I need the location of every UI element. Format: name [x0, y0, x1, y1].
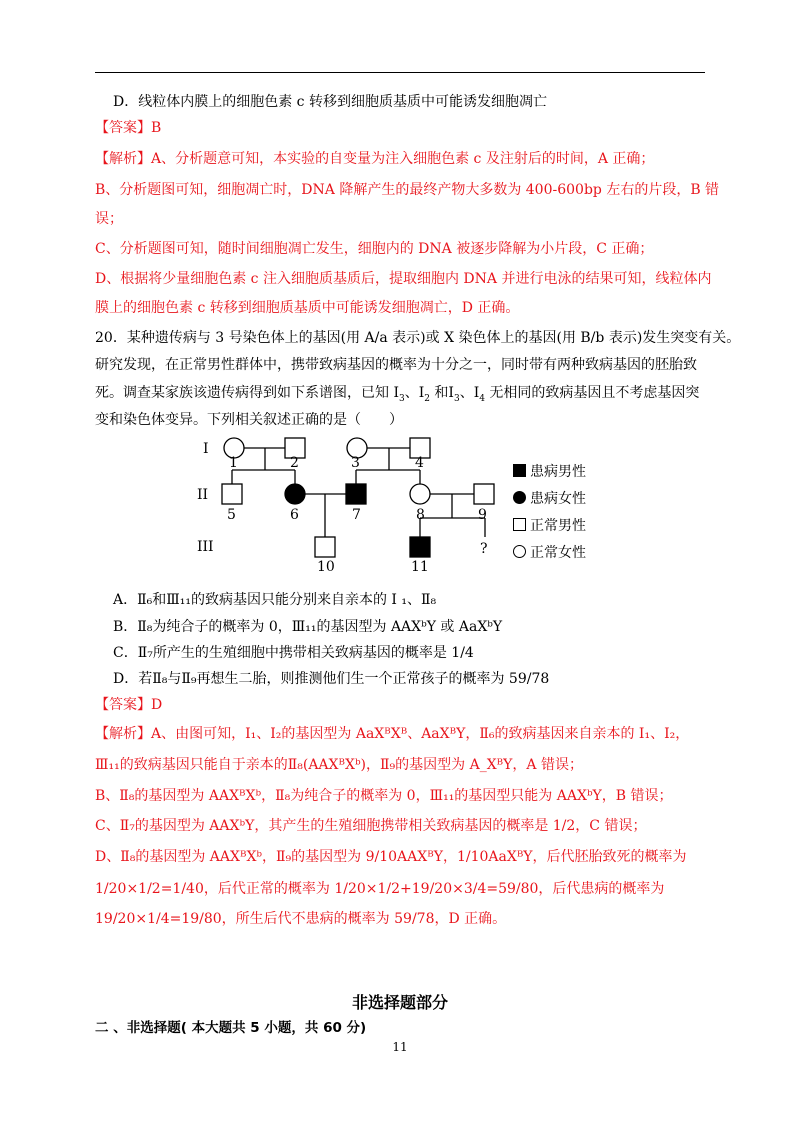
q20-option-c: C．Ⅱ₇所产生的生殖细胞中携带相关致病基因的概率是 1/4: [113, 645, 474, 661]
analysis-text: A、由图可知，I₁、I₂的基因型为 AaXᴮXᴮ、AaXᴮY，Ⅱ₆的致病基因来自亲本的 I₁、I₂，: [151, 726, 690, 742]
number-label-9: 9: [478, 507, 487, 523]
legend-label: 患病男性: [530, 463, 586, 480]
answer-value: D: [151, 697, 163, 713]
number-label-8: 8: [416, 507, 425, 523]
number-label-11: 11: [411, 559, 429, 575]
q20-analysis-line5: D、Ⅱ₈的基因型为 AAXᴮXᵇ，Ⅱ₉的基因型为 9/10AAXᴮY，1/10AaXᴮY，后代胚胎致死的概率为: [95, 849, 687, 865]
q20-analysis-line3: B、Ⅱ₈的基因型为 AAXᴮXᵇ，Ⅱ₈为纯合子的概率为 0，Ⅲ₁₁的基因型只能为 AAXᵇY，B 错误；: [95, 788, 673, 804]
legend-label: 正常男性: [530, 517, 586, 534]
answer-label: 【答案】: [95, 697, 151, 713]
generation-label-II: II: [197, 487, 209, 503]
q19-analysis-b1: B、分析题图可知，细胞凋亡时，DNA 降解产生的最终产物大多数为 400-600bp 左右的片段，B 错: [95, 182, 720, 198]
legend-label: 患病女性: [530, 490, 586, 507]
legend-item-normal-female: [513, 538, 586, 565]
individual-II5: [222, 484, 242, 504]
q20-answer: [95, 695, 162, 715]
pedigree-legend: [513, 457, 586, 565]
legend-item-normal-male: [513, 511, 586, 538]
q20-stem-line4: 变和染色体变异。下列相关叙述正确的是（ ）: [95, 412, 403, 428]
q20-stem-line2: 研究发现，在正常男性群体中，携带致病基因的概率为十分之一，同时带有两种致病基因的胚胎致: [95, 357, 697, 373]
number-label-5: 5: [227, 507, 236, 523]
individual-III11: [410, 537, 430, 557]
part-heading: 二 、非选择题( 本大题共 5 小题，共 60 分): [95, 1020, 367, 1036]
number-label-10: 10: [317, 559, 335, 575]
section-title: 非选择题部分: [351, 993, 448, 1012]
number-label-2: 2: [290, 455, 299, 471]
number-label-6: 6: [290, 507, 299, 523]
answer-label: 【答案】: [95, 120, 151, 136]
q19-analysis-b2: 误；: [95, 211, 123, 227]
open-circle-icon: [513, 545, 526, 558]
q20-option-b: B．Ⅱ₈为纯合子的概率为 0，Ⅲ₁₁的基因型为 AAXᵇY 或 AaXᵇY: [113, 619, 503, 635]
stem-text: 和I: [429, 385, 454, 401]
open-square-icon: [513, 518, 526, 531]
stem-text: 无相同的致病基因且不考虑基因突: [484, 385, 700, 401]
analysis-label: 【解析】: [95, 151, 151, 167]
q19-analysis-d2: 膜上的细胞色素 c 转移到细胞质基质中可能诱发细胞凋亡，D 正确。: [95, 300, 520, 316]
stem-text: 死。调查某家族该遗传病得到如下系谱图，已知 Ⅰ: [95, 385, 399, 401]
q19-analysis-d1: D、根据将少量细胞色素 c 注入细胞质基质后，提取细胞内 DNA 并进行电泳的结果可知，线粒体内: [95, 271, 712, 287]
q20-analysis-line2: Ⅲ₁₁的致病基因只能自于亲本的Ⅱ₈(AAXᴮXᵇ)，Ⅱ₉的基因型为 A_XᴮY，A 错误；: [95, 757, 583, 773]
q20-analysis-line4: C、Ⅱ₇的基因型为 AAXᵇY，其产生的生殖细胞携带相关致病基因的概率是 1/2，C 错误；: [95, 818, 647, 834]
subscript: 2: [424, 393, 430, 404]
legend-item-affected-male: [513, 457, 586, 484]
number-label-1: 1: [229, 455, 238, 471]
individual-III10: [315, 537, 335, 557]
number-label-3: 3: [351, 455, 360, 471]
individual-II8: [410, 484, 430, 504]
generation-label-I: I: [203, 441, 209, 457]
q20-analysis-line7: 19/20×1/4=19/80，所生后代不患病的概率为 59/78，D 正确。: [95, 911, 507, 927]
subscript: 3: [398, 393, 405, 404]
number-label-7: 7: [352, 507, 361, 523]
q20-stem-line1: 20．某种遗传病与 3 号染色体上的基因(用 A/a 表示)或 X 染色体上的基因(用 B/b 表示)发生突变有关。: [95, 330, 741, 346]
q19-option-d: D．线粒体内膜上的细胞色素 c 转移到细胞质基质中可能诱发细胞凋亡: [113, 94, 547, 110]
stem-text: 、I: [404, 385, 425, 401]
filled-square-icon: [513, 464, 526, 477]
number-label-4: 4: [415, 455, 424, 471]
q20-option-d: D．若Ⅱ₈与Ⅱ₉再想生二胎，则推测他们生一个正常孩子的概率为 59/78: [113, 671, 550, 687]
individual-II9: [474, 484, 494, 504]
analysis-text: A、分析题意可知，本实验的自变量为注入细胞色素 c 及注射后的时间，A 正确；: [151, 151, 655, 167]
individual-II7: [346, 484, 366, 504]
stem-text: 、I: [459, 385, 480, 401]
analysis-label: 【解析】: [95, 726, 151, 742]
answer-value: B: [151, 120, 162, 136]
legend-label: 正常女性: [530, 544, 586, 561]
q20-analysis-line6: 1/20×1/2=1/40，后代正常的概率为 1/20×1/2+19/20×3/4=59/80，后代患病的概率为: [95, 881, 665, 897]
individual-II6: [285, 484, 305, 504]
unknown-offspring-mark: ?: [480, 541, 488, 557]
subscript: 3: [453, 393, 460, 404]
q20-option-a: A．Ⅱ₆和Ⅲ₁₁的致病基因只能分别来自亲本的 Ⅰ ₁、Ⅱ₈: [113, 592, 437, 608]
legend-item-affected-female: [513, 484, 586, 511]
q19-analysis-c: C、分析题图可知，随时间细胞凋亡发生，细胞内的 DNA 被逐步降解为小片段，C 正确；: [95, 241, 654, 257]
generation-label-III: III: [197, 539, 214, 555]
q20-analysis-line1: [95, 724, 689, 744]
filled-circle-icon: [513, 491, 526, 504]
subscript: 4: [479, 393, 485, 404]
page-number: 11: [392, 1040, 408, 1054]
